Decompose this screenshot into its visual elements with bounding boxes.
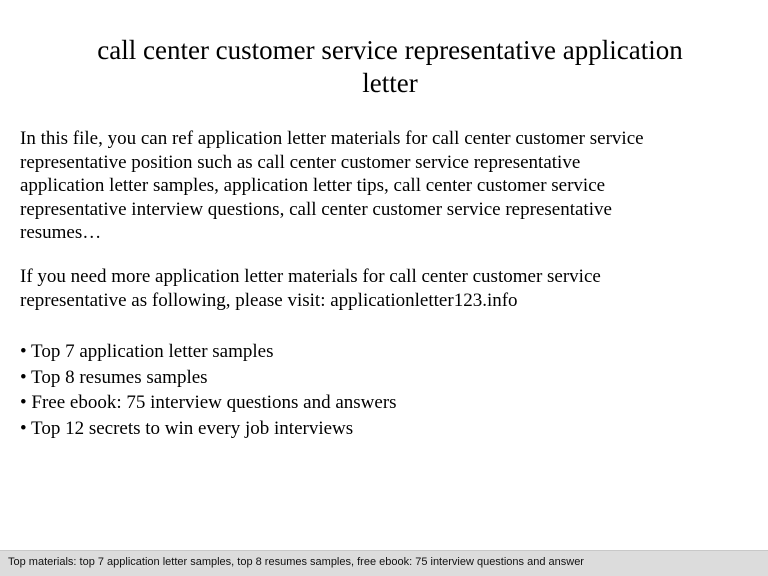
materials-list: [20, 339, 397, 441]
list-item: • Top 7 application letter samples: [20, 341, 274, 362]
more-line: representative as following, please visit: applicationletter123.info: [20, 289, 518, 311]
title-line-2: letter: [362, 68, 418, 98]
footer-text: Top materials: top 7 application letter samples, top 8 resumes samples, free ebook: 75 interview questions and answer: [8, 556, 584, 568]
intro-line: application letter samples, application letter tips, call center customer service: [20, 175, 606, 196]
list-item: • Top 12 secrets to win every job interviews: [20, 417, 354, 439]
intro-line: representative position such as call center customer service representative: [20, 151, 581, 173]
list-item: • Free ebook: 75 interview questions and answers: [20, 392, 397, 413]
intro-line: resumes…: [20, 222, 102, 243]
page-title: [40, 34, 740, 100]
title-line-1: call center customer service representative application: [97, 35, 683, 65]
more-materials-paragraph: [20, 265, 760, 312]
more-line: If you need more application letter materials for call center customer service: [20, 266, 601, 287]
intro-line: In this file, you can ref application letter materials for call center customer service: [20, 128, 644, 149]
list-item: • Top 8 resumes samples: [20, 366, 208, 388]
footer-bar: [0, 550, 768, 576]
intro-paragraph: [20, 127, 760, 245]
intro-line: representative interview questions, call center customer service representative: [20, 198, 612, 220]
